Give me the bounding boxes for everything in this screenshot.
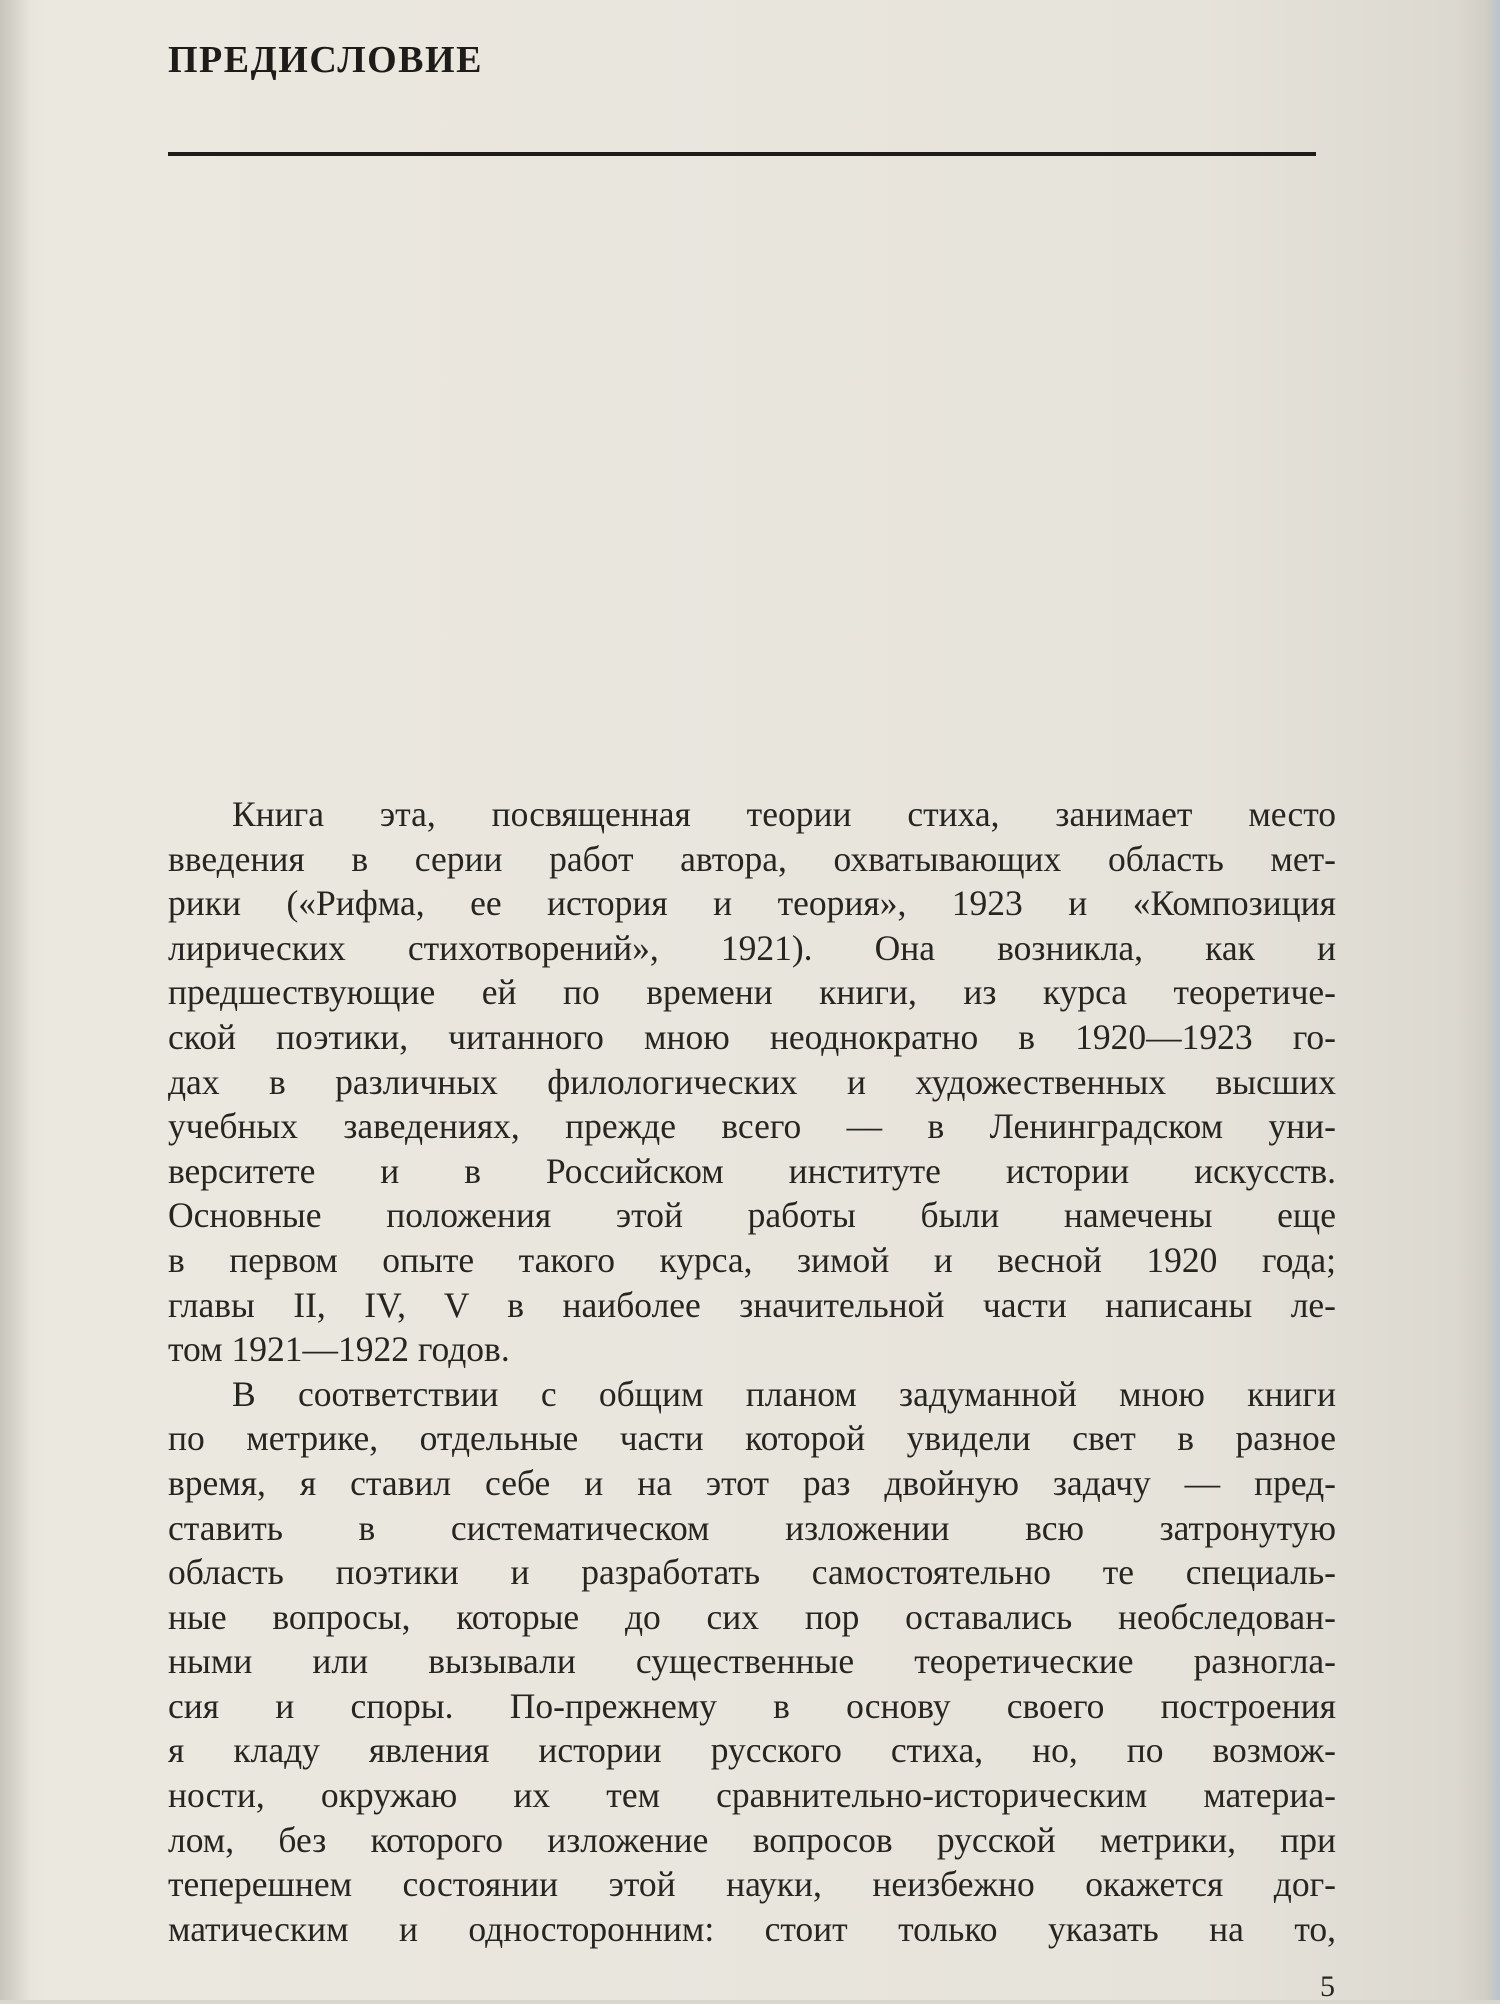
text-line: ности, окружаю их тем сравнительно-историческим материа- (168, 1775, 1336, 1816)
text-line: предшествующие ей по времени книги, из курса теоретиче- (168, 972, 1336, 1013)
text-line: верситете и в Российском институте истории искусств. (168, 1150, 1336, 1191)
text-line: ные вопросы, которые до сих пор оставались необследован- (168, 1596, 1336, 1637)
body-text (168, 792, 1336, 1951)
text-line: область поэтики и разработать самостоятельно те специаль- (168, 1552, 1336, 1593)
text-line: В соответствии с общим планом задуманной мною книги (232, 1373, 1336, 1414)
text-line: лирических стихотворений», 1921). Она возникла, как и (168, 927, 1336, 968)
text-line: ской поэтики, читанного мною неоднократно в 1920—1923 го- (168, 1016, 1336, 1057)
text-line: введения в серии работ автора, охватывающих область мет- (168, 838, 1336, 879)
binding-shadow (0, 0, 30, 2000)
text-line: учебных заведениях, прежде всего — в Ленинградском уни- (168, 1106, 1336, 1147)
text-line: Книга эта, посвященная теории стиха, занимает место (232, 794, 1336, 834)
text-line: время, я ставил себе и на этот раз двойную задачу — пред- (168, 1462, 1336, 1503)
heading-rule (168, 152, 1316, 156)
page-edge (1486, 0, 1500, 2000)
page-number: 5 (1320, 1970, 1335, 2003)
chapter-heading: ПРЕДИСЛОВИЕ (168, 39, 483, 81)
text-line: Основные положения этой работы были намечены еще (168, 1195, 1336, 1236)
text-line: рики («Рифма, ее история и теория», 1923 и «Композиция (168, 883, 1336, 924)
text-line: я кладу явления истории русского стиха, но, по возмож- (168, 1730, 1336, 1771)
text-line: по метрике, отдельные части которой увидели свет в разное (168, 1418, 1336, 1459)
text-line: ставить в систематическом изложении всю затронутую (168, 1507, 1336, 1548)
text-line: сия и споры. По-прежнему в основу своего построения (168, 1685, 1336, 1726)
text-line: главы II, IV, V в наиболее значительной части написаны ле- (168, 1284, 1336, 1325)
text-line: лом, без которого изложение вопросов русской метрики, при (168, 1819, 1336, 1860)
text-line: матическим и односторонним: стоит только указать на то, (168, 1908, 1336, 1949)
text-line: в первом опыте такого курса, зимой и весной 1920 года; (168, 1239, 1336, 1280)
text-line: ными или вызывали существенные теоретические разногла- (168, 1641, 1336, 1682)
text-line: том 1921—1922 годов. (168, 1329, 510, 1370)
text-line: дах в различных филологических и художественных высших (168, 1061, 1336, 1102)
text-line: теперешнем состоянии этой науки, неизбежно окажется дог- (168, 1864, 1336, 1905)
